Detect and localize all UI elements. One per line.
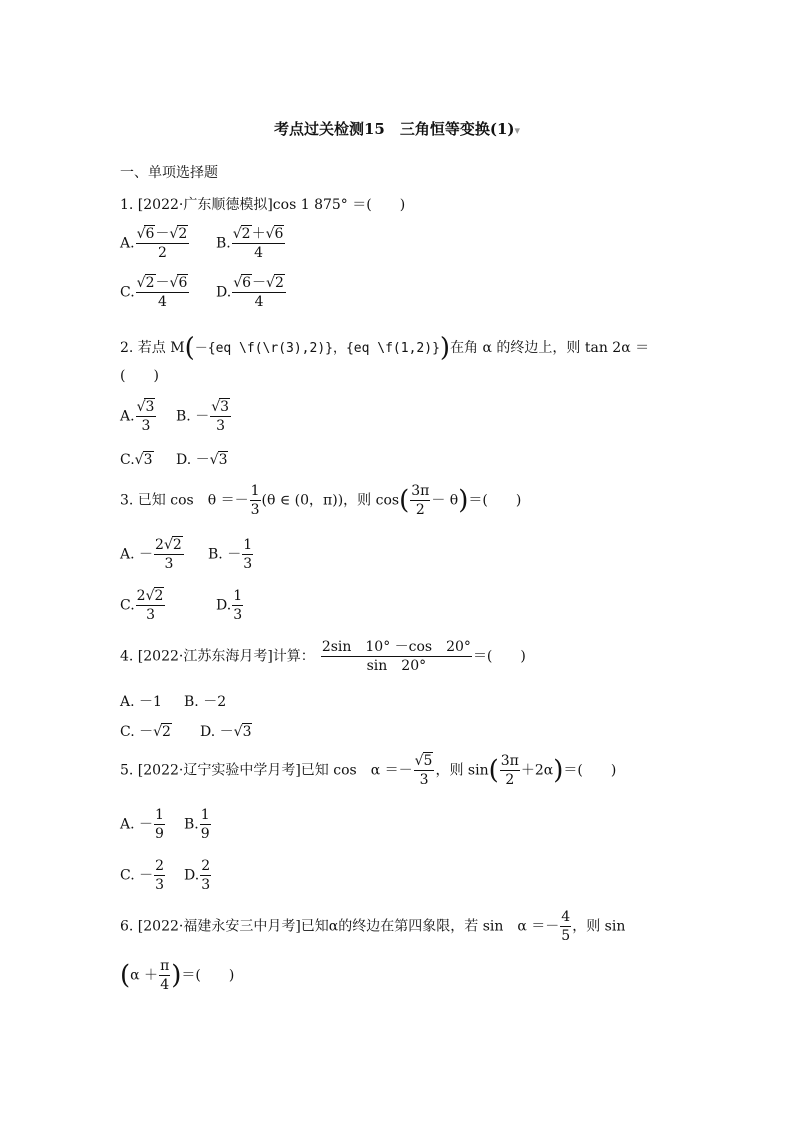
- q4-option-b: B. －2: [184, 694, 227, 710]
- q2-option-b: B. － $\frac{√3}{3}$: [176, 399, 230, 434]
- q2-option-d: D. －√3: [176, 452, 228, 468]
- title-marker-icon: ▾: [514, 124, 521, 137]
- q5-option-a: A. － $\frac{1}{9}$: [120, 807, 164, 842]
- q1-option-b: B. $\frac{√2+√6}{4}$: [216, 226, 284, 261]
- q1-option-a: A. $\frac{√6-√2}{2}$: [120, 226, 188, 261]
- q2-stem: 2. 若点 M(－{eq \f(\r(3),2)}，{eq \f(1,2)})在角 α 的终边上，则 tan 2α ＝: [120, 333, 650, 363]
- q4-option-a: A. －1: [120, 694, 162, 710]
- q2-option-a: A. $\frac{√3}{3}$: [120, 399, 155, 434]
- section-heading: 一、单项选择题: [120, 165, 218, 181]
- q3-option-d: D. $\frac{1}{3}$: [216, 588, 243, 623]
- page-title: [0, 118, 794, 139]
- q4-option-c: C. －√2: [120, 724, 171, 740]
- q3-option-a: A. － $\frac{2√2}{3}$: [120, 537, 182, 572]
- q3-option-b: B. － $\frac{1}{3}$: [208, 537, 253, 572]
- q2-blank: ( ): [120, 368, 159, 384]
- q3-stem: 3. 已知 cos θ ＝－ $\frac{1}{3}$ (θ ∈ (0，π))，则 cos( $\frac{3\pi}{2}$ － θ)＝( ): [120, 483, 522, 518]
- q5-option-d: D. $\frac{2}{3}$: [184, 858, 211, 893]
- title-text: 考点过关检测15 三角恒等变换(1): [273, 120, 515, 138]
- q6-stem: 6. [2022·福建永安三中月考]已知α的终边在第四象限，若 sin α ＝－ $\frac{4}{5}$ ，则 sin: [120, 909, 626, 944]
- q4-option-d: D. －√3: [200, 724, 252, 740]
- q1-option-c: C. $\frac{√2-√6}{4}$: [120, 275, 188, 310]
- q3-option-c: C. $\frac{2√2}{3}$: [120, 588, 164, 623]
- q5-option-c: C. － $\frac{2}{3}$: [120, 858, 165, 893]
- q2-option-c: C.√3: [120, 452, 153, 468]
- q5-stem: 5. [2022·辽宁实验中学月考]已知 cos α ＝－ $\frac{√5}{3}$ ，则 sin( $\frac{3\pi}{2}$ ＋2α)＝( ): [120, 753, 617, 788]
- q5-option-b: B. $\frac{1}{9}$: [184, 807, 210, 842]
- q1-option-d: D. $\frac{√6-√2}{4}$: [216, 275, 284, 310]
- q6-stem-line2: (α ＋ $\frac{\pi}{4}$ )＝( ): [120, 958, 235, 993]
- q4-stem: 4. [2022·江苏东海月考]计算： $\frac{2\sin 10^\circ -\cos 20^\circ}{\sin 20^\circ}$ ＝( ): [120, 639, 526, 674]
- q1-stem: 1. [2022·广东顺德模拟]cos 1 875° ＝( ): [120, 197, 406, 213]
